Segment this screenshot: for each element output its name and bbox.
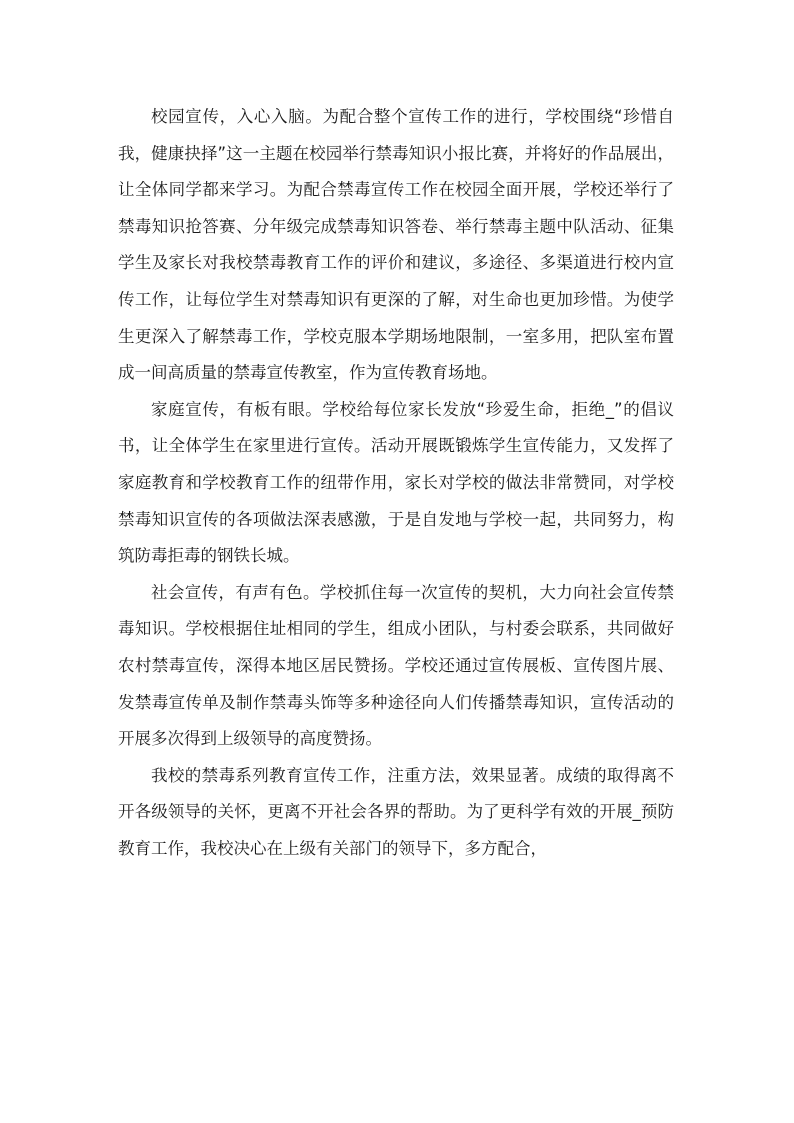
paragraph-social-publicity: 社会宣传，有声有色。学校抓住每一次宣传的契机，大力向社会宣传禁毒知识。学校根据住址相同的学生，组成小团队，与村委会联系，共同做好农村禁毒宣传，深得本地区居民赞扬。学校还通过宣传展板、宣传图片展、发禁毒宣传单及制作禁毒头饰等多种途径向人们传播禁毒知识，宣传活动的开展多次得到上级领导的高度赞扬。: [118, 582, 674, 749]
paragraph-campus-publicity: 校园宣传，入心入脑。为配合整个宣传工作的进行，学校围绕“珍惜自我，健康抉择”这一主题在校园举行禁毒知识小报比赛，并将好的作品展出，让全体同学都来学习。为配合禁毒宣传工作在校园全面开展，学校还举行了禁毒知识抢答赛、分年级完成禁毒知识答卷、举行禁毒主题中队活动、征集学生及家长对我校禁毒教育工作的评价和建议，多途径、多渠道进行校内宣传工作，让每位学生对禁毒知识有更深的了解，对生命也更加珍惜。为使学生更深入了解禁毒工作，学校克服本学期场地限制，一室多用，把队室布置成一间高质量的禁毒宣传教室，作为宣传教育场地。: [118, 107, 674, 383]
paragraph-family-publicity: 家庭宣传，有板有眼。学校给每位家长发放“珍爱生命，拒绝_”的倡议书，让全体学生在家里进行宣传。活动开展既锻炼学生宣传能力，又发挥了家庭教育和学校教育工作的纽带作用，家长对学校的做法非常赞同，对学校禁毒知识宣传的各项做法深表感激，于是自发地与学校一起，共同努力，构筑防毒拒毒的钢铁长城。: [118, 399, 674, 566]
document-page: [118, 99, 674, 867]
paragraph-summary: 我校的禁毒系列教育宣传工作，注重方法，效果显著。成绩的取得离不开各级领导的关怀，更离不开社会各界的帮助。为了更科学有效的开展_预防教育工作，我校决心在上级有关部门的领导下，多方配合，: [118, 765, 674, 858]
